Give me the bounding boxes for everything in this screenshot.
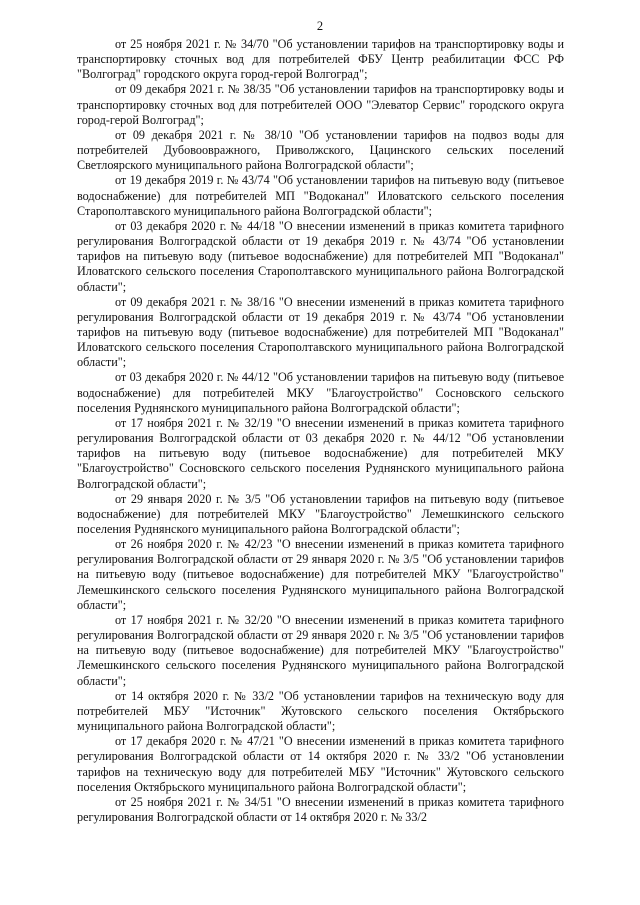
paragraph: от 03 декабря 2020 г. № 44/18 "О внесении изменений в приказ комитета тарифного регулирования Волгоградской области от 19 декабря 2019 г. № 43/74 "Об установлении тарифов на питьевую воду (питьевое водоснабжение) для потребителей МП "Водоканал" Иловатского сельского поселения Старополтавского муниципального района Волгоградской области"; — [77, 218, 564, 294]
paragraph: от 25 ноября 2021 г. № 34/51 "О внесении изменений в приказ комитета тарифного регулирования Волгоградской области от 14 октября 2020 г. № 33/2 — [77, 794, 564, 824]
paragraph: от 17 ноября 2021 г. № 32/19 "О внесении изменений в приказ комитета тарифного регулирования Волгоградской области от 03 декабря 2020 г. № 44/12 "Об установлении тарифов на питьевую воду (питьевое водоснабжение) для потребителей МКУ "Благоустройство" Сосновского сельского поселения Руднянского муниципального района Волгоградской области"; — [77, 415, 564, 491]
paragraph: от 29 января 2020 г. № 3/5 "Об установлении тарифов на питьевую воду (питьевое водоснабжение) для потребителей МКУ "Благоустройство" Лемешкинского сельского поселения Руднянского муниципального района Волгоградской области"; — [77, 491, 564, 536]
paragraph: от 17 декабря 2020 г. № 47/21 "О внесении изменений в приказ комитета тарифного регулирования Волгоградской области от 14 октября 2020 г. № 33/2 "Об установлении тарифов на техническую воду для потребителей МБУ "Источник" Жутовского сельского поселения Октябрьского муниципального района Волгоградской области"; — [77, 734, 564, 794]
paragraph: от 25 ноября 2021 г. № 34/70 "Об установлении тарифов на транспортировку воды и транспортировку сточных вод для потребителей ФБУ Центр реабилитации ФСС РФ "Волгоград" городского округа город-герой Волгоград"; — [77, 37, 564, 82]
paragraph: от 19 декабря 2019 г. № 43/74 "Об установлении тарифов на питьевую воду (питьевое водоснабжение) для потребителей МП "Водоканал" Иловатского сельского поселения Старополтавского муниципального района Волгоградской области"; — [77, 173, 564, 218]
paragraph: от 17 ноября 2021 г. № 32/20 "О внесении изменений в приказ комитета тарифного регулирования Волгоградской области от 29 января 2020 г. № 3/5 "Об установлении тарифов на питьевую воду (питьевое водоснабжение) для потребителей МКУ "Благоустройство" Лемешкинского сельского поселения Руднянского муниципального района Волгоградской области"; — [77, 612, 564, 688]
page-number: 2 — [316, 19, 324, 33]
paragraph: от 09 декабря 2021 г. № 38/10 "Об установлении тарифов на подвоз воды для потребителей Дубовоовражного, Приволжского, Цацинского сельских поселений Светлоярского муниципального района Волгоградской области"; — [77, 127, 564, 173]
paragraph: от 14 октября 2020 г. № 33/2 "Об установлении тарифов на техническую воду для потребителей МБУ "Источник" Жутовского сельского поселения Октябрьского муниципального района Волгоградской области"; — [77, 688, 564, 734]
paragraph: от 03 декабря 2020 г. № 44/12 "Об установлении тарифов на питьевую воду (питьевое водоснабжение) для потребителей МКУ "Благоустройство" Сосновского сельского поселения Руднянского муниципального района Волгоградской области"; — [77, 370, 564, 415]
paragraph: от 09 декабря 2021 г. № 38/35 "Об установлении тарифов на транспортировку воды и транспортировку сточных вод для потребителей ООО "Элеватор Сервис" городского округа город-герой Волгоград"; — [77, 82, 564, 127]
document-body — [77, 37, 564, 825]
paragraph: от 26 ноября 2020 г. № 42/23 "О внесении изменений в приказ комитета тарифного регулирования Волгоградской области от 29 января 2020 г. № 3/5 "Об установлении тарифов на питьевую воду (питьевое водоснабжение) для потребителей МКУ "Благоустройство" Лемешкинского сельского поселения Руднянского муниципального района Волгоградской области"; — [77, 537, 564, 612]
paragraph: от 09 декабря 2021 г. № 38/16 "О внесении изменений в приказ комитета тарифного регулирования Волгоградской области от 19 декабря 2019 г. № 43/74 "Об установлении тарифов на питьевую воду (питьевое водоснабжение) для потребителей МП "Водоканал" Иловатского сельского поселения Старополтавского муниципального района Волгоградской области"; — [77, 294, 564, 370]
